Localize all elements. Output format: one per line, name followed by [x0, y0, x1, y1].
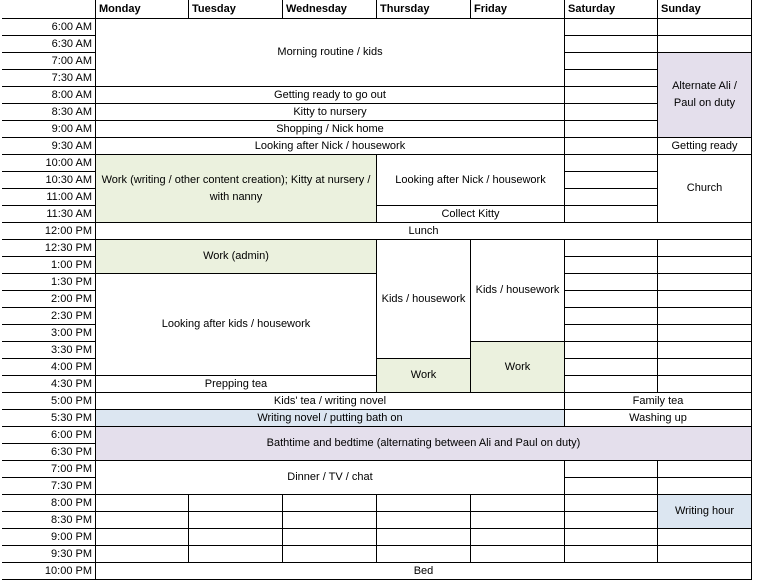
- time-label: 6:00 AM: [0, 19, 96, 36]
- time-label: 7:30 PM: [0, 478, 96, 495]
- schedule-cell[interactable]: [658, 359, 752, 376]
- schedule-block[interactable]: [377, 206, 565, 223]
- time-label: 12:30 PM: [0, 240, 96, 257]
- time-label: 2:30 PM: [0, 308, 96, 325]
- schedule-cell[interactable]: [658, 308, 752, 325]
- time-label: 4:00 PM: [0, 359, 96, 376]
- schedule-cell[interactable]: [565, 257, 658, 274]
- schedule-cell[interactable]: [565, 189, 658, 206]
- time-label: 5:30 PM: [0, 410, 96, 427]
- time-label: 9:00 PM: [0, 529, 96, 546]
- schedule-block-label: Looking after Nick / housework: [254, 139, 406, 152]
- schedule-cell[interactable]: [658, 529, 752, 546]
- schedule-cell[interactable]: [565, 495, 658, 512]
- schedule-cell[interactable]: [377, 512, 471, 529]
- time-label: 6:30 PM: [0, 444, 96, 461]
- time-label: 4:30 PM: [0, 376, 96, 393]
- schedule-cell[interactable]: [565, 274, 658, 291]
- schedule-block-label: Church: [686, 182, 723, 194]
- schedule-cell[interactable]: [96, 512, 189, 529]
- schedule-block-label: Kids' tea / writing novel: [273, 394, 387, 407]
- time-label: 12:00 PM: [0, 223, 96, 240]
- schedule-block-label: Work (writing / other content creation); Kitty at nursery / with nanny: [101, 173, 371, 203]
- day-header-monday: Monday: [96, 0, 189, 19]
- schedule-block[interactable]: [658, 53, 752, 138]
- schedule-cell[interactable]: [658, 36, 752, 53]
- time-label: 7:30 AM: [0, 70, 96, 87]
- schedule-cell[interactable]: [658, 240, 752, 257]
- schedule-block[interactable]: [96, 104, 565, 121]
- schedule-cell[interactable]: [471, 512, 565, 529]
- schedule-cell[interactable]: [565, 36, 658, 53]
- schedule-cell[interactable]: [189, 546, 283, 563]
- time-label: 9:00 AM: [0, 121, 96, 138]
- schedule-block[interactable]: [377, 240, 471, 359]
- schedule-cell[interactable]: [96, 529, 189, 546]
- time-label: 5:00 PM: [0, 393, 96, 410]
- schedule-cell[interactable]: [565, 70, 658, 87]
- time-label: 8:30 AM: [0, 104, 96, 121]
- schedule-block-label: Lunch: [408, 224, 439, 237]
- schedule-block-label: Dinner / TV / chat: [287, 471, 373, 483]
- schedule-cell[interactable]: [565, 87, 658, 104]
- schedule-cell[interactable]: [565, 512, 658, 529]
- schedule-cell[interactable]: [283, 495, 377, 512]
- schedule-block-label: Collect Kitty: [441, 207, 500, 220]
- schedule-cell[interactable]: [565, 478, 658, 495]
- schedule-cell[interactable]: [377, 546, 471, 563]
- schedule-cell[interactable]: [658, 19, 752, 36]
- schedule-cell[interactable]: [565, 138, 658, 155]
- schedule-block[interactable]: [658, 155, 752, 223]
- schedule-block[interactable]: [96, 410, 565, 427]
- schedule-block-label: Writing novel / putting bath on: [257, 411, 403, 424]
- day-header-sunday: Sunday: [658, 0, 752, 19]
- schedule-block-label: Looking after kids / housework: [161, 318, 311, 330]
- schedule-block-label: Morning routine / kids: [277, 46, 383, 58]
- schedule-cell[interactable]: [565, 529, 658, 546]
- schedule-cell[interactable]: [658, 376, 752, 393]
- time-label: 1:00 PM: [0, 257, 96, 274]
- time-label: 9:30 AM: [0, 138, 96, 155]
- schedule-block-label: Family tea: [632, 394, 684, 407]
- schedule-block-label: Bed: [413, 564, 434, 577]
- schedule-block-label: Work: [504, 360, 531, 373]
- schedule-block[interactable]: [658, 138, 752, 155]
- schedule-cell[interactable]: [189, 529, 283, 546]
- schedule-cell[interactable]: [565, 53, 658, 70]
- time-label: 2:00 PM: [0, 291, 96, 308]
- schedule-block-label: Bathtime and bedtime (alternating between Ali and Paul on duty): [266, 437, 581, 449]
- schedule-cell[interactable]: [565, 19, 658, 36]
- schedule-cell[interactable]: [283, 546, 377, 563]
- day-header-tuesday: Tuesday: [189, 0, 283, 19]
- time-label: 3:00 PM: [0, 325, 96, 342]
- time-label: 9:30 PM: [0, 546, 96, 563]
- time-label: 1:30 PM: [0, 274, 96, 291]
- schedule-cell[interactable]: [471, 546, 565, 563]
- schedule-cell[interactable]: [565, 172, 658, 189]
- schedule-block-label: Getting ready: [671, 139, 738, 152]
- schedule-block[interactable]: [96, 138, 565, 155]
- schedule-cell[interactable]: [471, 495, 565, 512]
- schedule-block-label: Writing hour: [674, 505, 735, 517]
- schedule-cell[interactable]: [565, 342, 658, 359]
- schedule-cell[interactable]: [658, 274, 752, 291]
- time-label: 7:00 PM: [0, 461, 96, 478]
- schedule-block[interactable]: [96, 155, 377, 223]
- schedule-cell[interactable]: [96, 546, 189, 563]
- schedule-cell[interactable]: [96, 495, 189, 512]
- schedule-cell[interactable]: [658, 291, 752, 308]
- schedule-block-label: Kids / housework: [381, 292, 466, 305]
- schedule-cell[interactable]: [658, 257, 752, 274]
- schedule-block[interactable]: [471, 342, 565, 393]
- schedule-block[interactable]: [658, 495, 752, 529]
- time-label: 11:30 AM: [0, 206, 96, 223]
- schedule-cell[interactable]: [658, 478, 752, 495]
- schedule-block[interactable]: [377, 359, 471, 393]
- schedule-cell[interactable]: [377, 529, 471, 546]
- schedule-cell[interactable]: [565, 359, 658, 376]
- schedule-cell[interactable]: [565, 121, 658, 138]
- schedule-block-label: Prepping tea: [204, 377, 268, 390]
- schedule-cell[interactable]: [565, 325, 658, 342]
- left-edge: [0, 0, 2, 584]
- schedule-block[interactable]: [96, 393, 565, 410]
- schedule-cell[interactable]: [565, 291, 658, 308]
- schedule-block[interactable]: [471, 240, 565, 342]
- schedule-cell[interactable]: [658, 461, 752, 478]
- schedule-cell[interactable]: [658, 342, 752, 359]
- schedule-block-label: Shopping / Nick home: [276, 122, 384, 135]
- header-corner: [0, 0, 96, 19]
- schedule-block[interactable]: [96, 563, 752, 580]
- time-label: 10:00 AM: [0, 155, 96, 172]
- schedule-block-label: Washing up: [629, 411, 687, 424]
- schedule-cell[interactable]: [565, 376, 658, 393]
- schedule-cell[interactable]: [565, 240, 658, 257]
- day-header-friday: Friday: [471, 0, 565, 19]
- schedule-cell[interactable]: [565, 308, 658, 325]
- time-label: 11:00 AM: [0, 189, 96, 206]
- schedule-block-label: Getting ready to go out: [274, 88, 386, 101]
- schedule-block-label: Work: [410, 369, 437, 381]
- schedule-block-label: Kids / housework: [475, 284, 560, 296]
- time-label: 7:00 AM: [0, 53, 96, 70]
- schedule-block[interactable]: [96, 223, 752, 240]
- schedule-cell[interactable]: [658, 546, 752, 563]
- schedule-cell[interactable]: [283, 512, 377, 529]
- time-label: 8:00 PM: [0, 495, 96, 512]
- schedule-cell[interactable]: [189, 495, 283, 512]
- schedule-cell[interactable]: [565, 546, 658, 563]
- time-label: 3:30 PM: [0, 342, 96, 359]
- schedule-block[interactable]: [565, 410, 752, 427]
- schedule-block-label: Looking after Nick / housework: [395, 173, 546, 186]
- schedule-block[interactable]: [96, 427, 752, 461]
- schedule-cell[interactable]: [471, 529, 565, 546]
- schedule-block-label: Work (admin): [203, 250, 269, 262]
- schedule-cell[interactable]: [565, 206, 658, 223]
- time-label: 6:00 PM: [0, 427, 96, 444]
- schedule-cell[interactable]: [658, 325, 752, 342]
- schedule-block[interactable]: [96, 240, 377, 274]
- day-header-saturday: Saturday: [565, 0, 658, 19]
- schedule-block[interactable]: [96, 121, 565, 138]
- schedule-block[interactable]: [96, 376, 377, 393]
- schedule-block-label: Kitty to nursery: [293, 105, 367, 118]
- time-label: 10:00 PM: [0, 563, 96, 580]
- schedule-cell[interactable]: [377, 495, 471, 512]
- schedule-block[interactable]: [96, 19, 565, 87]
- schedule-cell[interactable]: [565, 104, 658, 121]
- day-header-wednesday: Wednesday: [283, 0, 377, 19]
- schedule-cell[interactable]: [283, 529, 377, 546]
- schedule-block[interactable]: [377, 155, 565, 206]
- time-label: 10:30 AM: [0, 172, 96, 189]
- schedule-block-label: Alternate Ali / Paul on duty: [672, 80, 737, 109]
- time-label: 8:00 AM: [0, 87, 96, 104]
- schedule-block[interactable]: [96, 87, 565, 104]
- day-header-thursday: Thursday: [377, 0, 471, 19]
- schedule-block[interactable]: [96, 274, 377, 376]
- time-label: 6:30 AM: [0, 36, 96, 53]
- schedule-cell[interactable]: [565, 155, 658, 172]
- schedule-cell[interactable]: [565, 461, 658, 478]
- schedule-block[interactable]: [565, 393, 752, 410]
- schedule-block[interactable]: [96, 461, 565, 495]
- time-label: 8:30 PM: [0, 512, 96, 529]
- schedule-cell[interactable]: [189, 512, 283, 529]
